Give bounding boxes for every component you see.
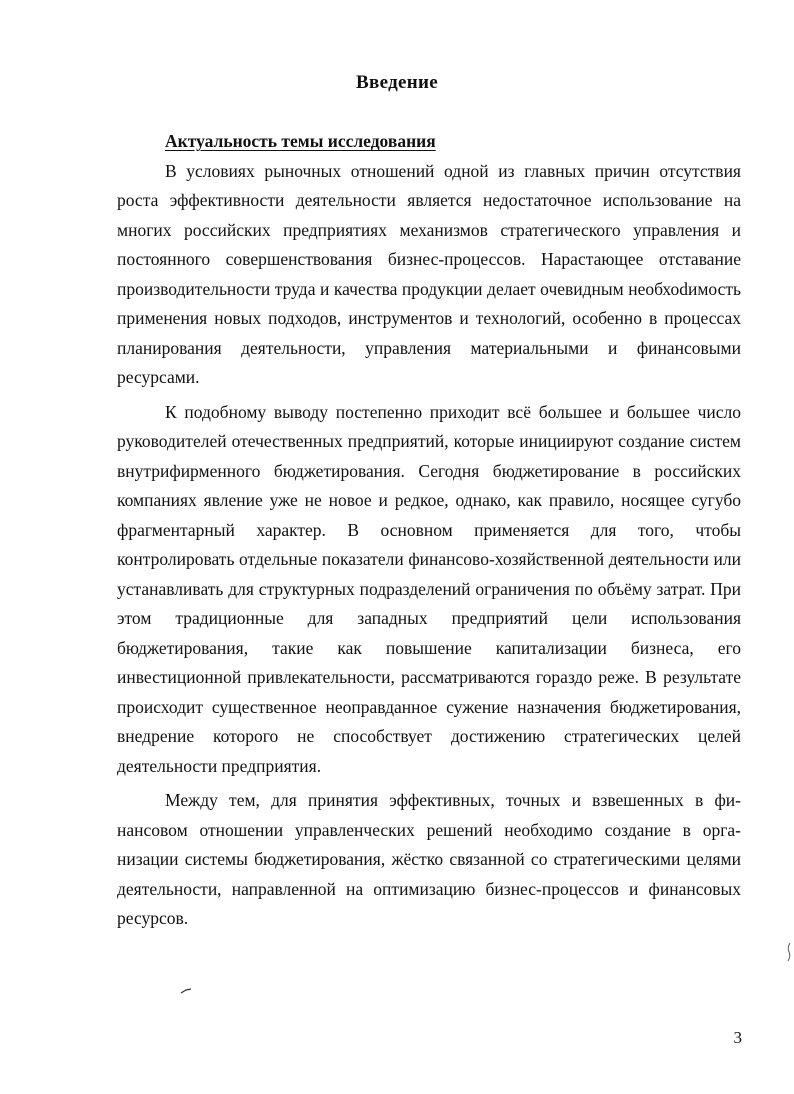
paragraph-3: Между тем, для принятия эффективных, точных и взвешенных в финансовом отношении управленческих решений необходимо создание в организации системы бюджетирования, жёстко связанной со стратегическими целями деятельности, направленной на оптимизацию бизнес-процессов и финансовых ресурсов. (117, 790, 741, 928)
scan-artifact-mark (180, 986, 192, 996)
paragraph-1: В условиях рыночных отношений одной из главных причин отсутствия роста эффективности деятельности является недостаточное использование на многих российских предприятиях механизмов стратегического управления и постоянного совершенствования бизнес-процессов. Нарастающее отставание производительности труда и качества продукции делает очевидным необхоdимость применения новых подходов, инструментов и технологий, особенно в процессах планирования деятельности, управления материальными и финансовыми ресурсами. (117, 160, 741, 387)
page-title: Введение (356, 72, 438, 93)
page-number: 3 (733, 1028, 742, 1047)
scan-edge-mark (786, 942, 792, 962)
paragraph-2: К подобному выводу постепенно приходит всё большее и большее число руководителей отечественных предприятий, которые инициируют создание систем внутрифирменного бюджетирования. Сегодня бюджетирование в российских компаниях явление уже не новое и редкое, однако, как правило, носящее сугубо фрагментарный характер. В основном применяется для того, чтобы контролировать отдельные показатели финансово-хозяйственной деятельности или устанавливать для структурных подразделений ограничения по объёму затрат. При этом традиционные для западных предприятий цели использования бюджетирования, такие как повышение капитализации бизнеса, его инвестиционной привлекательности, рассматриваются гораздо реже. В результате происходит существенное неоправданное сужение назначения бюджетирования, внедрение которого не способствует достижению стратегических целей деятельности предприятия. (117, 401, 741, 776)
body-text (117, 127, 741, 934)
section-heading: Актуальность темы исследования (165, 131, 436, 151)
